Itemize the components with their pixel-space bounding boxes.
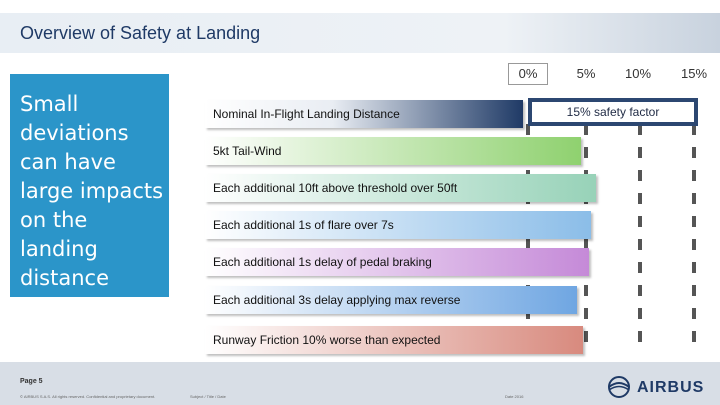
page-number: Page 5 [20,378,43,385]
scale-dash [584,331,588,342]
bar-tailwind [205,137,581,165]
footer-subject: Subject / Title / Date [190,394,226,399]
bar-label: Runway Friction 10% worse than expected [213,333,441,347]
scale-label-15: 15% [680,66,708,81]
side-panel-text: Small deviations can have large impacts on the landing distance [20,92,164,290]
scale-dash [584,308,588,319]
slide-title: Overview of Safety at Landing [20,23,261,43]
bar-label: Nominal In-Flight Landing Distance [213,107,400,121]
bar-label: 5kt Tail-Wind [213,144,282,158]
bar-label: Each additional 10ft above threshold over 50ft [213,181,458,195]
scale-label-10: 10% [624,66,652,81]
bar-pedal-braking [205,248,589,276]
footer-date: Date 2016 [505,394,524,399]
slide-header [0,13,720,53]
scale-label-0: 0% [518,66,538,81]
scale-dash [692,331,696,342]
scale-dash [638,170,642,181]
bar-runway-friction [205,326,583,354]
scale-dash [692,285,696,296]
bar-label: Each additional 1s of flare over 7s [213,218,394,232]
scale-dash [638,331,642,342]
scale-dash [638,308,642,319]
scale-dash [638,193,642,204]
side-panel [10,74,169,297]
airbus-logo-icon [605,376,633,398]
bar-label: Each additional 1s delay of pedal braking [213,255,432,269]
bar-label: Each additional 3s delay applying max reverse [213,293,461,307]
scale-dash [638,147,642,158]
airbus-logo [605,376,715,398]
scale-dashes-10 [638,124,642,354]
scale-dash [584,285,588,296]
scale-dash [638,262,642,273]
scale-dash [692,216,696,227]
scale-label-5: 5% [576,66,596,81]
scale-dash [692,262,696,273]
scale-dashes-15 [692,124,696,354]
scale-dash [692,239,696,250]
scale-dash [692,193,696,204]
scale-dash [692,147,696,158]
scale-dash [692,170,696,181]
safety-factor-label: 15% safety factor [566,105,660,119]
scale-dash [692,308,696,319]
scale-dash [638,285,642,296]
bar-nominal [205,100,523,128]
scale-dash [638,239,642,250]
bar-flare [205,211,591,239]
safety-factor-box [528,98,698,126]
bar-reverse [205,286,577,314]
bar-height [205,174,596,202]
footer-copyright: © AIRBUS S.A.S. All rights reserved. Confidential and proprietary document. [20,394,156,399]
airbus-logo-text: AIRBUS [637,379,705,396]
scale-dashes-5 [584,124,588,354]
scale-dash [638,216,642,227]
scale-dash [584,147,588,158]
